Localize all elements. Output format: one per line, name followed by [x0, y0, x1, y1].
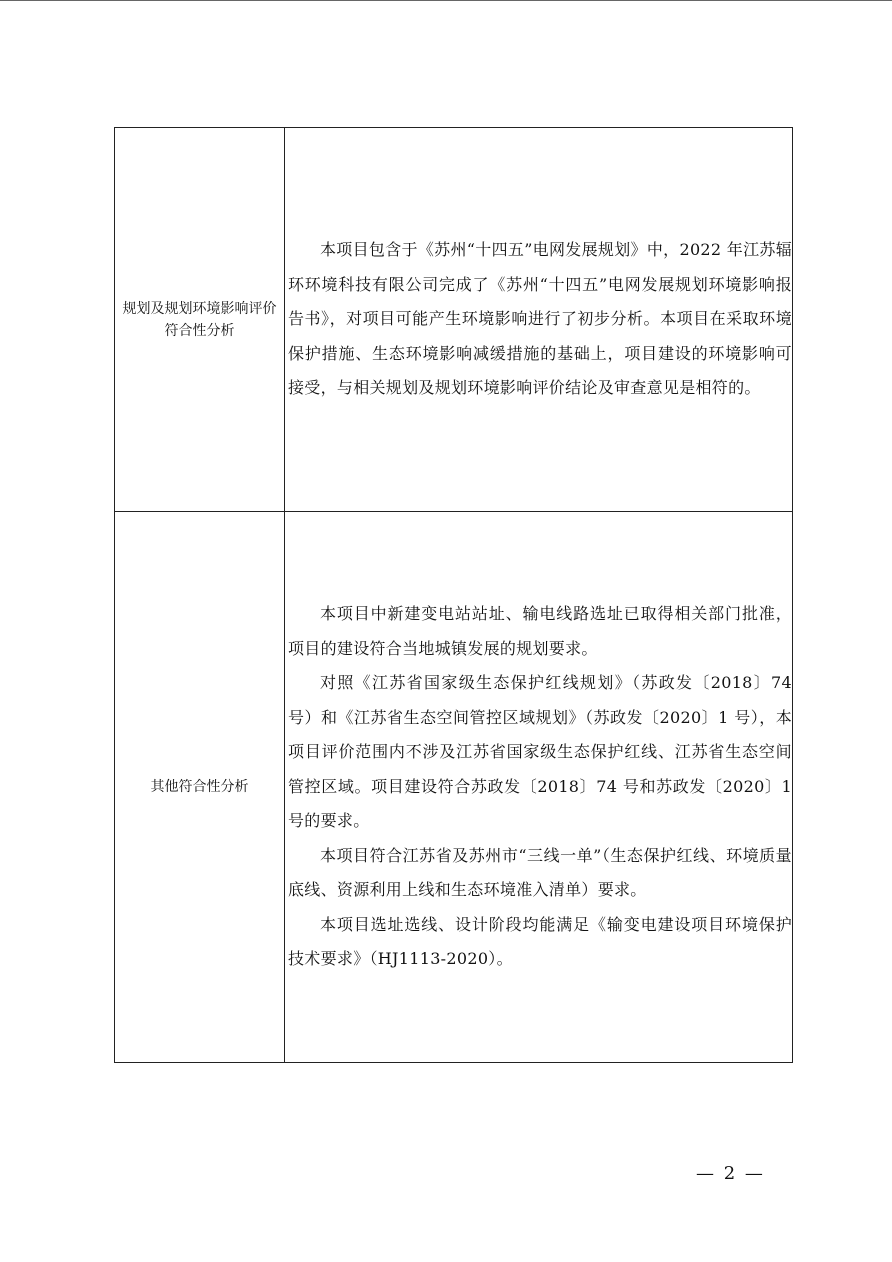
page-number: — 2 — [696, 1163, 765, 1184]
table-row-planning [115, 128, 793, 512]
row-content-other [285, 512, 793, 1063]
top-border-line [0, 0, 892, 1]
row-label-other: 其他符合性分析 [115, 512, 285, 1063]
paragraph-other-1: 本项目中新建变电站站址、输电线路选址已取得相关部门批准，项目的建设符合当地城镇发展的规划要求。 [288, 604, 792, 658]
table-row-other [115, 512, 793, 1063]
row-label-planning: 规划及规划环境影响评价符合性分析 [115, 128, 285, 512]
paragraph-planning-1: 本项目包含于《苏州“十四五”电网发展规划》中，2022 年江苏辐环环境科技有限公司完成了《苏州“十四五”电网发展规划环境影响报告书》，对项目可能产生环境影响进行了初步分析。本项目在采取环境保护措施、生态环境影响减缓措施的基础上，项目建设的环境影响可接受，与相关规划及规划环境影响评价结论及审查意见是相符的。 [288, 240, 792, 398]
compliance-analysis-table [114, 127, 793, 1063]
row-content-planning [285, 128, 793, 512]
paragraph-other-4: 本项目选址选线、设计阶段均能满足《输变电建设项目环境保护技术要求》（HJ1113-2020）。 [288, 914, 792, 969]
paragraph-other-3: 本项目符合江苏省及苏州市“三线一单”（生态保护红线、环境质量底线、资源利用上线和生态环境准入清单）要求。 [288, 845, 792, 900]
paragraph-other-2: 对照《江苏省国家级生态保护红线规划》（苏政发〔2018〕74 号）和《江苏省生态空间管控区域规划》（苏政发〔2020〕1 号），本项目评价范围内不涉及江苏省国家级生态保护红线、江苏省生态空间管控区域。项目建设符合苏政发〔2018〕74 号和苏政发〔2020〕1 号的要求。 [288, 673, 792, 831]
